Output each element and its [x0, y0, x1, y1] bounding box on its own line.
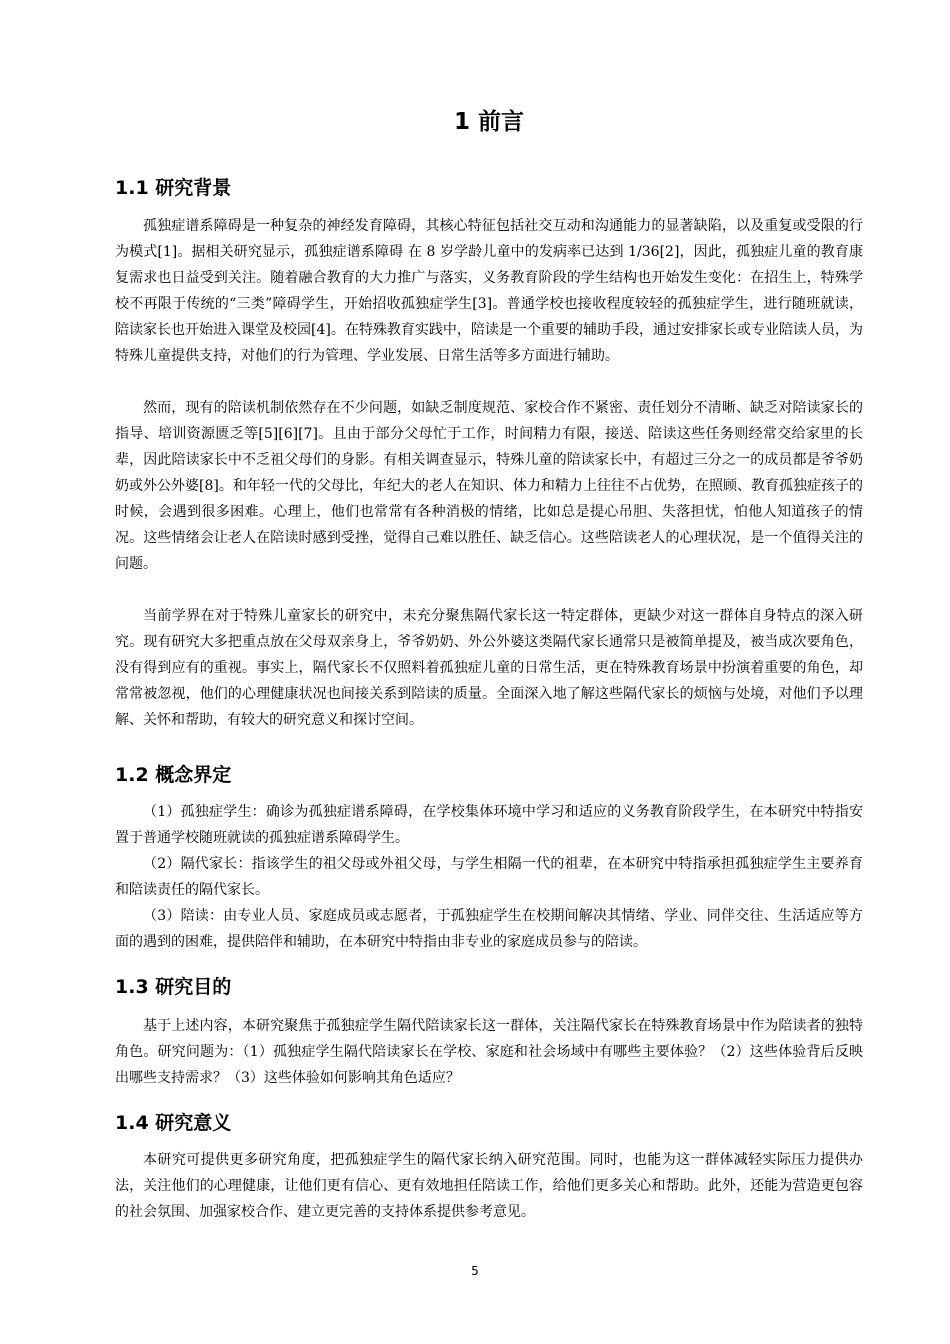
paragraph-definition-3: （3）陪读：由专业人员、家庭成员或志愿者，于孤独症学生在校期间解决其情绪、学业、同伴交往、生活适应等方面的遇到的困难，提供陪伴和辅助，在本研究中特指由非专业的家庭成员参与的陪读。 — [115, 908, 863, 950]
section-heading-background: 1.1 研究背景 — [115, 177, 232, 199]
paragraph-background-2: 然而，现有的陪读机制依然存在不少问题，如缺乏制度规范、家校合作不紧密、责任划分不清晰、缺乏对陪读家长的指导、培训资源匮乏等[5][6][7]。且由于部分父母忙于工作，时间精力有限，接送、陪读这些任务则经常交给家里的长辈，因此陪读家长中不乏祖父母们的身影。有相关调查显示，特殊儿童的陪读家长中，有超过三分之一的成员都是爷爷奶奶或外公外婆[8]。和年轻一代的父母比，年纪大的老人在知识、体力和精力上往往不占优势，在照顾、教育孤独症孩子的时候，会遇到很多困难。心理上，他们也常常有各种消极的情绪，比如总是提心吊胆、失落担忧，怕他人知道孩子的情况。这些情绪会让老人在陪读时感到受挫，觉得自己难以胜任、缺乏信心。这些陪读老人的心理状况，是一个值得关注的问题。 — [115, 400, 863, 572]
paragraph-background-1: 孤独症谱系障碍是一种复杂的神经发育障碍，其核心特征包括社交互动和沟通能力的显著缺陷，以及重复或受限的行为模式[1]。据相关研究显示，孤独症谱系障碍 在 8 岁学龄儿童中的发病率已达到 1/36[2]，因此，孤独症儿童的教育康复需求也日益受到关注。随着融合教育的大力推广与落实，义务教育阶段的学生结构也开始发生变化：在招生上，特殊学校不再限于传统的“三类”障碍学生，开始招收孤独症学生[3]。普通学校也接收程度较轻的孤独症学生，进行随班就读，陪读家长也开始进入课堂及校园[4]。在特殊教育实践中，陪读是一个重要的辅助手段，通过安排家长或专业陪读人员，为特殊儿童提供支持，对他们的行为管理、学业发展、日常生活等多方面进行辅助。 — [115, 218, 863, 364]
paragraph-purpose: 基于上述内容，本研究聚焦于孤独症学生隔代陪读家长这一群体，关注隔代家长在特殊教育场景中作为陪读者的独特角色。研究问题为：（1）孤独症学生隔代陪读家长在学校、家庭和社会场域中有哪些主要体验？（2）这些体验背后反映出哪些支持需求？（3）这些体验如何影响其角色适应？ — [115, 1018, 863, 1086]
paragraph-background-3: 当前学界在对于特殊儿童家长的研究中，未充分聚焦隔代家长这一特定群体，更缺少对这一群体自身特点的深入研究。现有研究大多把重点放在父母双亲身上，爷爷奶奶、外公外婆这类隔代家长通常只是被简单提及，被当成次要角色，没有得到应有的重视。事实上，隔代家长不仅照料着孤独症儿童的日常生活，更在特殊教育场景中扮演着重要的角色，却常常被忽视，他们的心理健康状况也间接关系到陪读的质量。全面深入地了解这些隔代家长的烦恼与处境，对他们予以理解、关怀和帮助，有较大的研究意义和探讨空间。 — [115, 608, 863, 728]
section-heading-definitions: 1.2 概念界定 — [115, 764, 232, 786]
chapter-title: 1 前言 — [453, 109, 524, 135]
paragraph-significance: 本研究可提供更多研究角度，把孤独症学生的隔代家长纳入研究范围。同时，也能为这一群体减轻实际压力提供办法，关注他们的心理健康，让他们更有信心、更有效地担任陪读工作，给他们更多关心和帮助。此外，还能为营造更包容的社会氛围、加强家校合作、建立更完善的支持体系提供参考意见。 — [115, 1152, 863, 1220]
section-heading-significance: 1.4 研究意义 — [115, 1112, 232, 1134]
paragraph-definition-1: （1）孤独症学生：确诊为孤独症谱系障碍，在学校集体环境中学习和适应的义务教育阶段学生，在本研究中特指安置于普通学校随班就读的孤独症谱系障碍学生。 — [115, 804, 863, 846]
page-number: 5 — [471, 1264, 479, 1278]
section-heading-purpose: 1.3 研究目的 — [115, 976, 232, 998]
paragraph-definition-2: （2）隔代家长：指该学生的祖父母或外祖父母，与学生相隔一代的祖辈，在本研究中特指承担孤独症学生主要养育和陪读责任的隔代家长。 — [115, 856, 863, 898]
